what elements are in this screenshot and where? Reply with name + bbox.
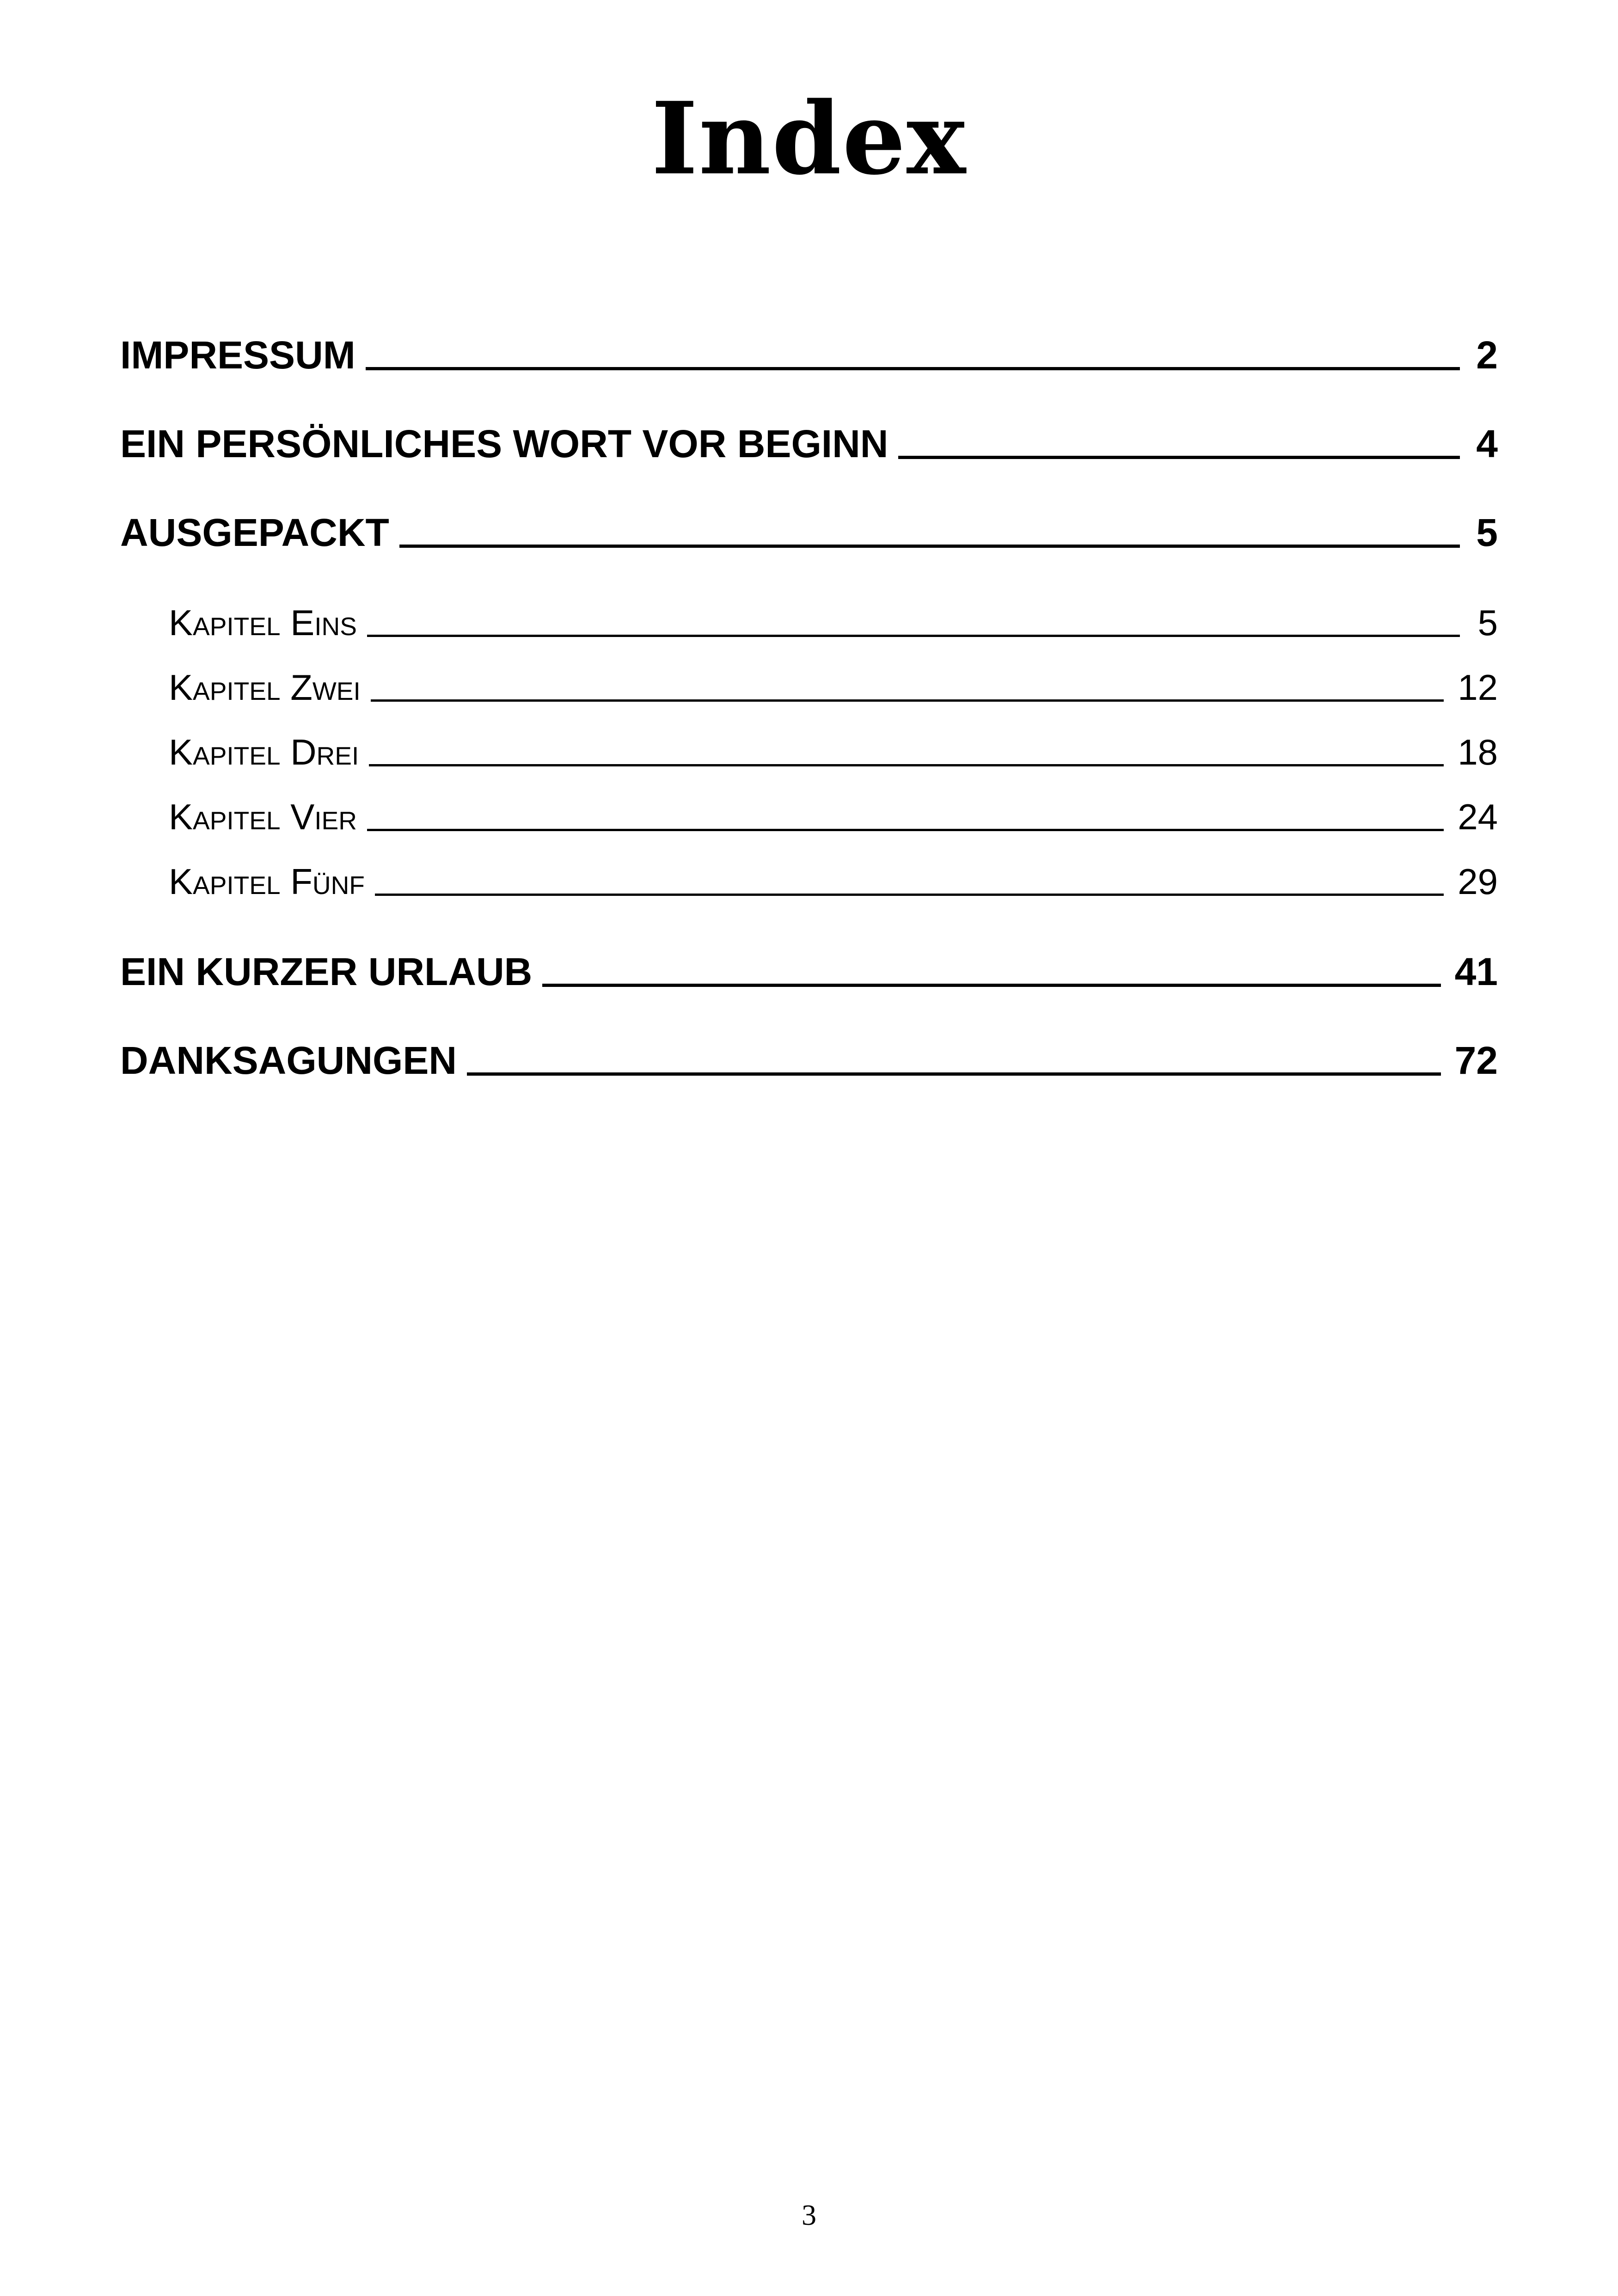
toc-entry-page: 2 <box>1476 333 1498 377</box>
toc-leader-line <box>367 635 1460 637</box>
toc-leader-line <box>399 545 1460 548</box>
toc-entry-label: Kapitel Eins <box>169 602 357 643</box>
toc-entry-page: 41 <box>1454 950 1498 993</box>
toc-leader-line <box>367 829 1444 831</box>
toc-entry-persoenliches-wort[interactable] <box>120 422 1498 472</box>
toc-leader-line <box>542 984 1440 987</box>
toc-leader-line <box>375 894 1444 896</box>
toc-entry-page: 5 <box>1477 602 1498 643</box>
toc-entry-danksagungen[interactable] <box>120 1038 1498 1089</box>
toc-entry-label: Kapitel Fünf <box>169 861 365 902</box>
toc-entry-label: Kapitel Vier <box>169 796 357 837</box>
toc-entry-page: 4 <box>1476 422 1498 465</box>
toc-entry-ein-kurzer-urlaub[interactable] <box>120 949 1498 1000</box>
table-of-contents <box>120 0 1498 2296</box>
toc-leader-line <box>371 699 1444 702</box>
toc-entry-page: 24 <box>1458 796 1498 837</box>
toc-entry-page: 72 <box>1454 1039 1498 1082</box>
toc-entry-kapitel-zwei[interactable] <box>120 667 1498 713</box>
toc-entry-kapitel-fuenf[interactable] <box>120 861 1498 907</box>
toc-entry-page: 5 <box>1476 511 1498 554</box>
toc-entry-kapitel-vier[interactable] <box>120 796 1498 842</box>
toc-entry-kapitel-drei[interactable] <box>120 731 1498 778</box>
toc-entry-page: 12 <box>1458 667 1498 708</box>
toc-entry-label: EIN KURZER URLAUB <box>120 950 533 993</box>
toc-leader-line <box>898 456 1460 459</box>
page-number: 3 <box>802 2198 816 2231</box>
toc-entry-page: 18 <box>1458 732 1498 772</box>
toc-leader-line <box>369 764 1444 766</box>
toc-leader-line <box>366 367 1460 370</box>
toc-entry-label: AUSGEPACKT <box>120 511 389 554</box>
toc-entry-label: Kapitel Zwei <box>169 667 361 708</box>
toc-entry-label: DANKSAGUNGEN <box>120 1039 457 1082</box>
toc-leader-line <box>467 1072 1441 1076</box>
toc-entry-impressum[interactable] <box>120 333 1498 384</box>
toc-entry-label: EIN PERSÖNLICHES WORT VOR BEGINN <box>120 422 889 465</box>
page-title: Index <box>651 80 967 197</box>
toc-entry-kapitel-eins[interactable] <box>120 602 1498 648</box>
toc-entry-ausgepackt[interactable] <box>120 510 1498 561</box>
toc-entry-label: Kapitel Drei <box>169 732 359 772</box>
toc-entry-page: 29 <box>1458 861 1498 902</box>
toc-entry-label: IMPRESSUM <box>120 333 355 377</box>
